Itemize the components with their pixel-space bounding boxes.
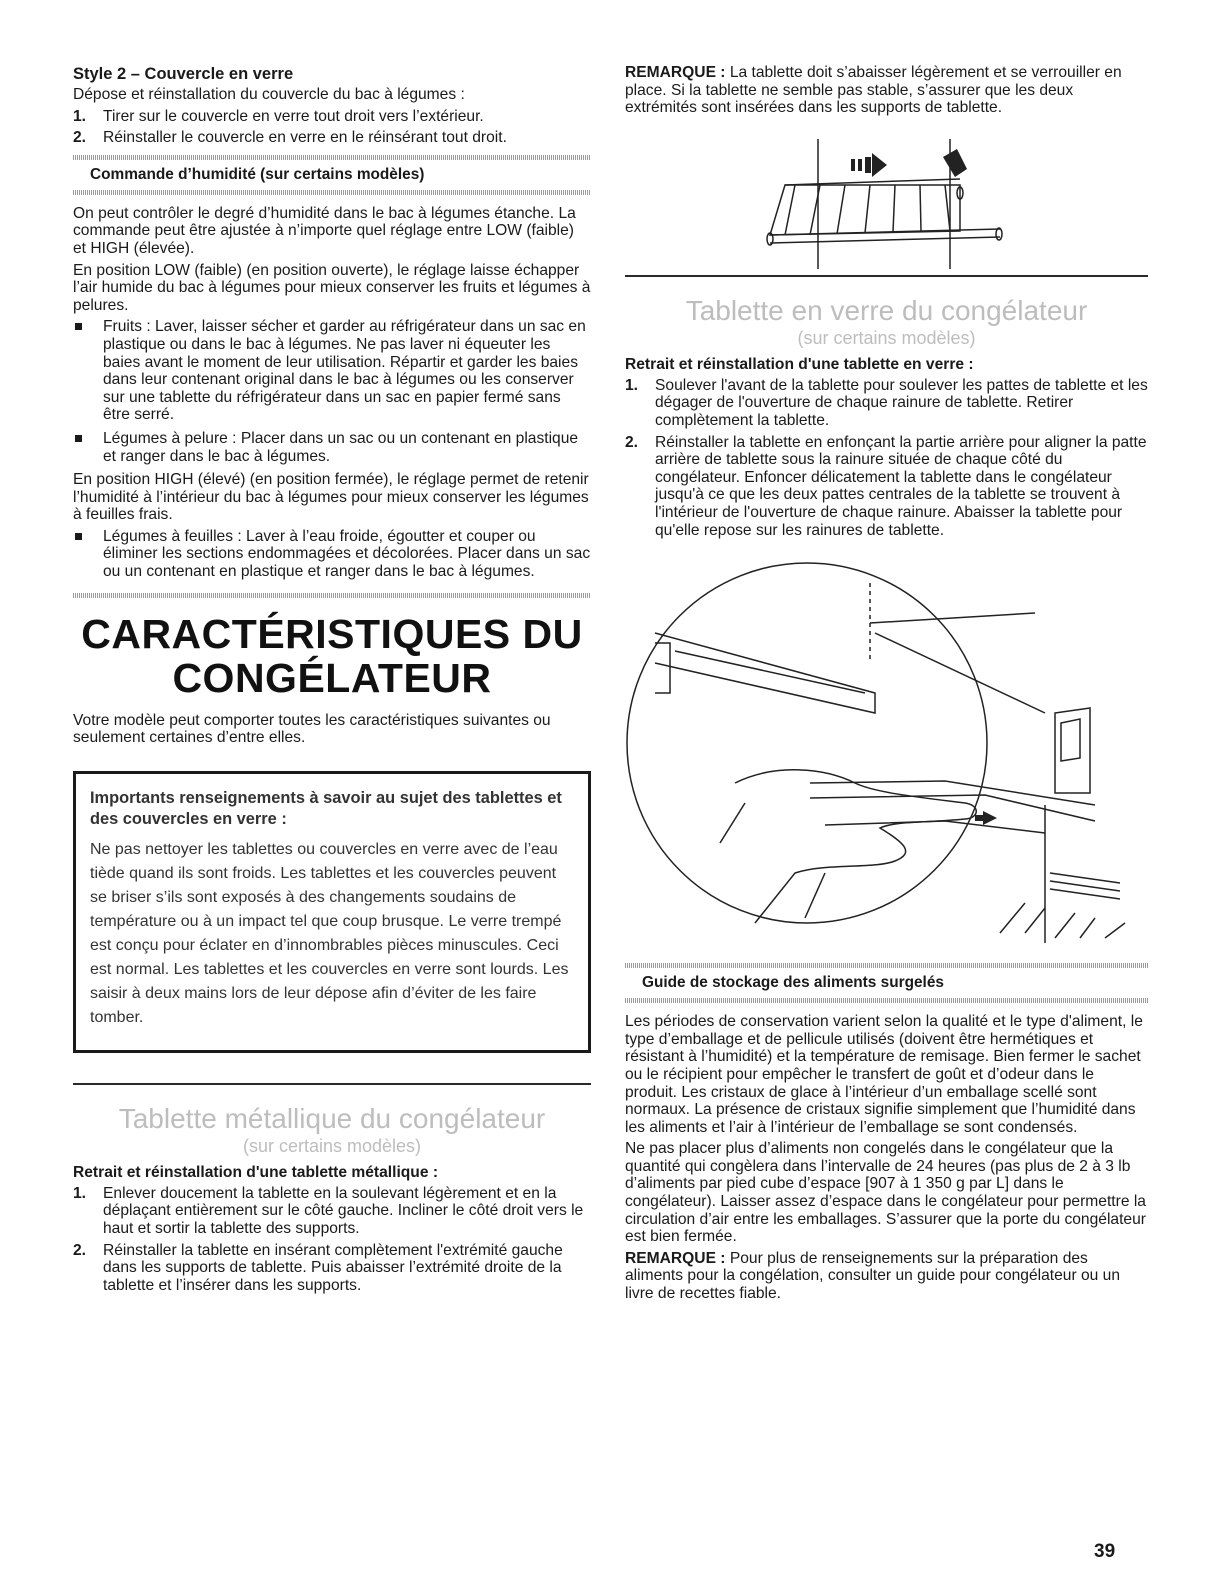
list-item: 1. Enlever doucement la tablette en la soulevant légèrement et en la déplaçant entièrement sur le côté gauche. Incliner le côté droit vers le haut et sortir la tablette des supports.	[73, 1184, 584, 1238]
divider	[625, 998, 1148, 1003]
glass-shelf-heading: Retrait et réinstallation d'une tablette en verre :	[625, 355, 974, 373]
storage-paragraph: Les périodes de conservation varient selon la qualité et le type d'aliment, le type d’emballage et de pellicule utilisés (doivent être hermétiques et résistant à l’humidité) et la température de remisage. Bien fermer le sachet ou le récipient pour empêcher le transfert de goût et d’odeur dans le produit. Les cristaux de glace à l’intérieur d’un emballage scellé sont normaux. La présence de cristaux signifie simplement que l’humidité dans les aliments et l’air à l’intérieur de l’emballage se sont condensés.	[625, 1013, 1143, 1136]
list-item: Fruits : Laver, laisser sécher et garder au réfrigérateur dans un sac en plastique ou dans le bac à légumes. Ne pas laver ni équeuter les baies avant le moment de leur utilisation. Répartir et garder les baies dans leur contenant original dans le bac à légumes ou les conserver sur une tablette du réfrigérateur dans un sac en papier fermé sans être serré.	[73, 318, 591, 424]
humidity-paragraph: En position LOW (faible) (en position ouverte), le réglage laisse échapper l’air humide du bac à légumes pour mieux conserver les fruits et légumes à pelures.	[73, 261, 591, 314]
main-intro: Votre modèle peut comporter toutes les caractéristiques suivantes ou seulement certaines d’entre elles.	[73, 711, 551, 747]
storage-heading: Guide de stockage des aliments surgelés	[642, 974, 944, 992]
humidity-subhead	[73, 155, 591, 195]
callout-body: Ne pas nettoyer les tablettes ou couvercles en verre avec de l’eau tiède quand ils sont froids. Les tablettes et les couvercles peuvent se briser s’ils sont exposés à des changements soudains de température ou à un impact tel que coup brusque. Le verre trempé est conçu pour éclater en d’innombrables pièces minuscules. Ceci est normal. Les tablettes et les couvercles en verre sont lourds. Les saisir à deux mains lors de leur dépose afin d’éviter de les faire tomber.	[90, 840, 569, 1026]
bullet-list	[73, 528, 591, 581]
glass-shelf-illustration	[625, 543, 1148, 953]
metal-shelf-steps	[73, 1185, 591, 1295]
list-item: Légumes à feuilles : Laver à l’eau froide, égoutter et couper ou éliminer les sections endommagées et décolorées. Placer dans un sac ou un contenant en plastique et ranger dans le bac à légumes.	[73, 528, 591, 581]
page-number: 39	[1094, 1541, 1116, 1562]
warning-callout	[73, 771, 591, 1053]
wire-shelf-illustration	[625, 121, 1148, 271]
metal-shelf-subtitle: (sur certains modèles)	[242, 1135, 422, 1156]
note-paragraph: REMARQUE : Pour plus de renseignements sur la préparation des aliments pour la congélation, consulter un guide pour congélateur ou un livre de recettes fiable.	[625, 1249, 1121, 1303]
glass-shelf-title: Tablette en verre du congélateur	[685, 294, 1088, 326]
style2-steps	[73, 108, 591, 147]
page-title: CARACTÉRISTIQUES DU CONGÉLATEUR	[81, 610, 583, 701]
bullet-icon	[75, 435, 82, 442]
divider	[625, 275, 1148, 277]
callout-title: Importants renseignements à savoir au sujet des tablettes et des couvercles en verre :	[90, 788, 562, 828]
note-paragraph: REMARQUE : La tablette doit s’abaisser légèrement et se verrouiller en place. Si la tablette ne semble pas stable, s’assurer que les deux extrémités sont insérées dans les supports de tablette.	[625, 64, 1122, 117]
list-item: Légumes à pelure : Placer dans un sac ou un contenant en plastique et ranger dans le bac à légumes.	[73, 430, 591, 465]
humidity-paragraph: On peut contrôler le degré d’humidité dans le bac à légumes étanche. La commande peut être ajustée à n’importe quel réglage entre LOW (faible) et HIGH (élevée).	[73, 204, 576, 257]
metal-shelf-title: Tablette métallique du congélateur	[118, 1102, 546, 1134]
left-column	[73, 64, 591, 1298]
bullet-icon	[75, 533, 82, 540]
list-item: 2. Réinstaller la tablette en enfonçant la partie arrière pour aligner la patte arrière de tablette sous la rainure située de chaque côté du congélateur. Enfoncer délicatement la tablette dans le congélateur jusqu'à ce que les deux pattes centrales de la tablette se trouvent à l'intérieur de l'ouverture de chaque rainure. Abaisser la tablette pour qu'elle repose sur les rainures de tablette.	[625, 433, 1147, 539]
list-item: 2. Réinstaller la tablette en insérant complètement l'extrémité gauche dans les supports de tablette. Puis abaisser l’extrémité droite de la tablette et l’insérer dans les supports.	[73, 1241, 563, 1294]
bullet-icon	[75, 323, 82, 330]
metal-shelf-heading: Retrait et réinstallation d'une tablette métallique :	[73, 1163, 439, 1181]
style2-heading: Style 2 – Couvercle en verre	[73, 65, 294, 83]
storage-paragraph: Ne pas placer plus d’aliments non congelés dans le congélateur que la quantité qui congèlera dans l’intervalle de 24 heures (pas plus de 2 à 3 lb d’aliments par pied cube d’espace [907 à 1 350 g par L] dans le congélateur). Laisser assez d’espace dans le congélateur pour permettre la circulation d’air entre les emballages. S’assurer que la porte du congélateur est bien fermée.	[625, 1140, 1146, 1246]
list-item: 1. Soulever l'avant de la tablette pour soulever les pattes de tablette et les dégager de l'ouverture de chaque rainure de tablette. Retirer complètement la tablette.	[625, 376, 1148, 429]
list-item: 1. Tirer sur le couvercle en verre tout droit vers l’extérieur.	[73, 107, 484, 125]
right-column	[625, 64, 1148, 1307]
storage-subhead	[625, 963, 1148, 1003]
divider	[73, 190, 591, 195]
glass-shelf-steps	[625, 377, 1148, 539]
divider	[73, 593, 591, 598]
humidity-paragraph: En position HIGH (élevé) (en position fermée), le réglage permet de retenir l’humidité à l’intérieur du bac à légumes pour mieux conserver les légumes à feuilles frais.	[73, 471, 589, 524]
divider	[73, 1083, 591, 1085]
humidity-heading: Commande d’humidité (sur certains modèles)	[90, 165, 425, 183]
list-item: 2. Réinstaller le couvercle en verre en le réinsérant tout droit.	[73, 129, 507, 147]
bullet-list	[73, 318, 591, 465]
glass-shelf-subtitle: (sur certains modèles)	[797, 327, 976, 348]
style2-intro: Dépose et réinstallation du couvercle du bac à légumes :	[73, 86, 465, 103]
